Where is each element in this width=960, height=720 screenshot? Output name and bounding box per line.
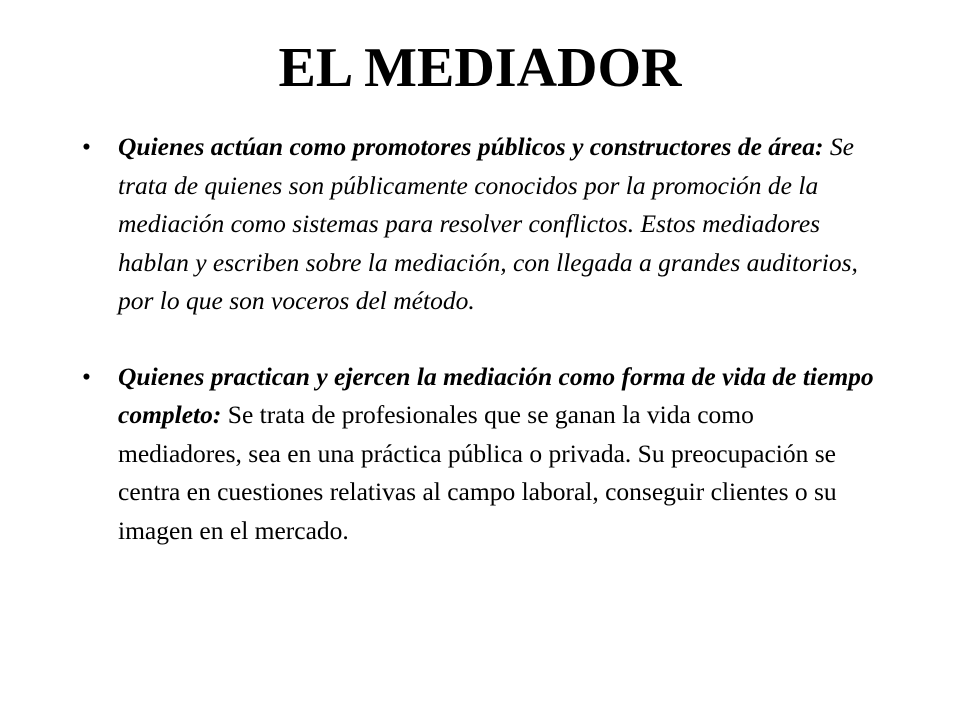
slide-title: EL MEDIADOR	[278, 37, 682, 99]
bullet-text-promotores: Se trata de quienes son públicamente conocidos por la promoción de la mediación como sistemas para resolver conflictos. Estos mediadores hablan y escriben sobre la mediación, con llegada a grandes auditorios, por lo que son voceros del método.	[118, 132, 858, 315]
bullet-lead-promotores: Quienes actúan como promotores públicos y constructores de área:	[118, 132, 824, 161]
bullet-lead-practicantes: Quienes practican y ejercen la mediación como forma de vida de tiempo completo:	[118, 361, 874, 429]
bullet-text-practicantes: Se trata de profesionales que se ganan la vida como mediadores, sea en una práctica pública o privada. Su preocupación se centra en cuestiones relativas al campo laboral, conseguir clientes o su imagen en el mercado.	[118, 400, 837, 545]
bullet-icon: •	[82, 132, 91, 161]
bullet-practicantes	[82, 358, 882, 551]
bullet-icon: •	[82, 361, 91, 391]
bullet-promotores	[82, 128, 882, 321]
bullet-list	[82, 128, 882, 550]
